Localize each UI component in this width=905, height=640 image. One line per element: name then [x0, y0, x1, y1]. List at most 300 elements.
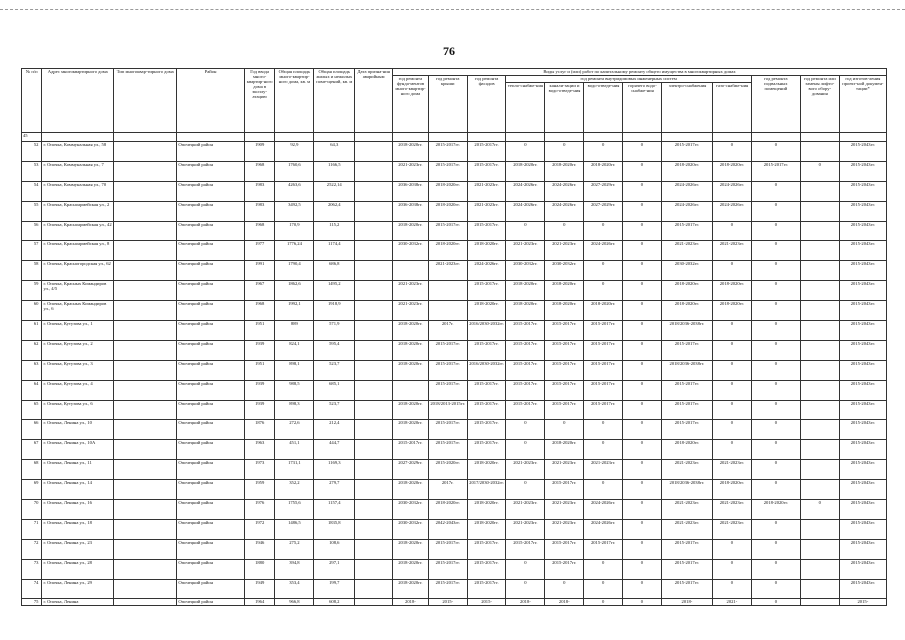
cell-address: г. Опочка, Кутузова ул., 3 — [42, 360, 114, 380]
cell-elevator — [800, 201, 839, 221]
cell-no: 63 — [22, 360, 42, 380]
cell-total-area: 898,1 — [275, 360, 314, 380]
cell-roof: 2042-2043гг. — [428, 519, 467, 539]
cell-no: 74 — [22, 579, 42, 599]
cell-electric: 2018/2036-2038гг. — [661, 480, 712, 500]
cell-basement: 0 — [751, 440, 800, 460]
cell-roof: 2015-2017гг. — [428, 420, 467, 440]
cell-facade: 2015-2017гг. — [467, 340, 506, 360]
cell-year: 1951 — [244, 321, 275, 341]
cell-gas: 2018-2020гг. — [712, 301, 751, 321]
cell-electric: 2018-2020гг. — [661, 440, 712, 460]
cell-roof: 2018/2013-2015гг. — [428, 400, 467, 420]
table-row — [22, 301, 887, 321]
cell-water: 0 — [584, 599, 623, 606]
cell-date-recognized — [355, 241, 393, 261]
cell-total-area: 966,8 — [275, 599, 314, 606]
table-row — [22, 559, 887, 579]
cell-hot-water: 0 — [623, 599, 662, 606]
cell-living-area: 64,3 — [314, 142, 355, 162]
cell-water: 2027-2029гг. — [584, 201, 623, 221]
cell-hot-water: 0 — [623, 480, 662, 500]
cell-water: 2021-2023гг. — [584, 460, 623, 480]
table-body — [22, 133, 887, 606]
cell-total-area: 1755,6 — [275, 500, 314, 520]
cell-foundation: 2030-2032гг. — [393, 500, 429, 520]
cell-water: 2015-2017гг. — [584, 400, 623, 420]
cell-roof: 2015-2017гг. — [428, 161, 467, 181]
cell-facade: 2021-2023гг. — [467, 181, 506, 201]
cell-heat: 2018-2020гг. — [506, 301, 545, 321]
cell-foundation: 2036-2038гг. — [393, 181, 429, 201]
cell-gas: 0 — [712, 380, 751, 400]
cell-total-area: 1760,6 — [275, 161, 314, 181]
cell-date-recognized — [355, 400, 393, 420]
cell-year: 1983 — [244, 181, 275, 201]
cell-address: г. Опочка, Ленина ул., 10А — [42, 440, 114, 460]
cell-sewer: 2024-2026гг. — [545, 181, 584, 201]
cell-no: 67 — [22, 440, 42, 460]
cell-living-area: 523,7 — [314, 400, 355, 420]
table-row — [22, 321, 887, 341]
cell-total-area: 4263,6 — [275, 181, 314, 201]
cell-district: Опочецкий район — [177, 420, 244, 440]
cell-electric: 2018-2020гг. — [661, 301, 712, 321]
cell-foundation: 2015-2017гг. — [393, 440, 429, 460]
cell-date-recognized — [355, 221, 393, 241]
cell-electric: 2015-2017гг. — [661, 221, 712, 241]
cell-date-recognized — [355, 360, 393, 380]
cell-foundation: 2018-2020гг. — [393, 142, 429, 162]
cell-heat: 2015-2017гг. — [506, 380, 545, 400]
cell-district: Опочецкий район — [177, 321, 244, 341]
cell-sewer: 2015-2017гг. — [545, 400, 584, 420]
cell-sewer: 0 — [545, 221, 584, 241]
cell-district: Опочецкий район — [177, 539, 244, 559]
cell-year: 1963 — [244, 440, 275, 460]
cell-address: г. Опочка, Кутузова ул., 1 — [42, 321, 114, 341]
cell-foundation — [393, 261, 429, 281]
table-row — [22, 340, 887, 360]
cell-heat: 2018- — [506, 599, 545, 606]
col-sewer: канали-зации и водо-отведе-ния — [545, 83, 584, 132]
cell-sewer: 0 — [545, 579, 584, 599]
cell-foundation: 2021-2023гг. — [393, 301, 429, 321]
cell-year: 1968 — [244, 161, 275, 181]
cell-living-area: 1174,4 — [314, 241, 355, 261]
cell-elevator — [800, 281, 839, 301]
cell-roof: 2015-2017гг. — [428, 340, 467, 360]
cell-roof: 2017г. — [428, 321, 467, 341]
cell-facade: 2015-2017гг. — [467, 400, 506, 420]
cell-heat: 2024-2026гг. — [506, 201, 545, 221]
cell-no: 65 — [22, 400, 42, 420]
cell-house-type — [113, 161, 176, 181]
cell-total-area: 824,1 — [275, 340, 314, 360]
cell-living-area: 2062,4 — [314, 201, 355, 221]
table-row — [22, 480, 887, 500]
cell-house-type — [113, 221, 176, 241]
cell-sewer: 2021-2023гг. — [545, 519, 584, 539]
cell-project-docs: 2015-2043гг. — [839, 221, 886, 241]
cell-district: Опочецкий район — [177, 380, 244, 400]
cell-basement: 0 — [751, 360, 800, 380]
cell-project-docs: 2015-2043гг. — [839, 301, 886, 321]
cell-no: 70 — [22, 500, 42, 520]
cell-house-type — [113, 360, 176, 380]
cell-foundation: 2018-2020гг. — [393, 400, 429, 420]
cell-electric: 2015-2017гг. — [661, 559, 712, 579]
cell-year: 1909 — [244, 142, 275, 162]
cell-water: 0 — [584, 420, 623, 440]
cell-living-area: 686,8 — [314, 261, 355, 281]
cell-year: 1973 — [244, 460, 275, 480]
cell-hot-water: 0 — [623, 221, 662, 241]
cell-no: 53 — [22, 161, 42, 181]
cell-basement: 0 — [751, 400, 800, 420]
cell-project-docs: 2015-2043гг. — [839, 142, 886, 162]
cell-heat: 2021-2023гг. — [506, 241, 545, 261]
cell-foundation: 2018-2020гг. — [393, 321, 429, 341]
cell-total-area: 92,9 — [275, 142, 314, 162]
cell-foundation: 2018- — [393, 599, 429, 606]
col-year: Год ввода много-квартир-ного дома в эксплу-атацию — [244, 69, 275, 133]
cell-address: г. Опочка, Ленина ул., 28 — [42, 559, 114, 579]
table-row — [22, 500, 887, 520]
cell-district: Опочецкий район — [177, 360, 244, 380]
index-cell: 45 — [22, 133, 42, 142]
cell-foundation: 2018-2020гг. — [393, 221, 429, 241]
cell-gas: 0 — [712, 559, 751, 579]
cell-no: 60 — [22, 301, 42, 321]
cell-foundation: 2018-2020гг. — [393, 539, 429, 559]
cell-year: 1959 — [244, 480, 275, 500]
cell-heat: 2015-2017гг. — [506, 400, 545, 420]
cell-electric: 2015-2017гг. — [661, 579, 712, 599]
cell-hot-water: 0 — [623, 400, 662, 420]
cell-house-type — [113, 142, 176, 162]
cell-year: 1983 — [244, 201, 275, 221]
engineering-title: год ремонта внутридомовых инженерных систем — [506, 76, 750, 83]
cell-total-area: 988,5 — [275, 380, 314, 400]
cell-heat: 0 — [506, 221, 545, 241]
cell-basement: 0 — [751, 539, 800, 559]
cell-no: 62 — [22, 340, 42, 360]
col-basement: год ремонта подвальных помещений — [751, 76, 800, 133]
cell-elevator: 0 — [800, 500, 839, 520]
table-row — [22, 221, 887, 241]
cell-roof: 2015-2017гг. — [428, 380, 467, 400]
cell-district: Опочецкий район — [177, 161, 244, 181]
cell-hot-water: 0 — [623, 460, 662, 480]
cell-water: 2018-2020гг. — [584, 161, 623, 181]
cell-electric: 2021-2023гг. — [661, 241, 712, 261]
cell-no: 66 — [22, 420, 42, 440]
cell-year: 1939 — [244, 340, 275, 360]
cell-electric: 2018/2036-2038гг. — [661, 360, 712, 380]
cell-date-recognized — [355, 201, 393, 221]
table-row — [22, 161, 887, 181]
cell-date-recognized — [355, 281, 393, 301]
cell-house-type — [113, 181, 176, 201]
cell-address: г. Опочка, Ленина ул., 16 — [42, 500, 114, 520]
cell-house-type — [113, 460, 176, 480]
cell-address: г. Опочка, Кутузова ул., 6 — [42, 400, 114, 420]
cell-electric: 2018/2036-2038гг. — [661, 321, 712, 341]
cell-foundation: 2018-2020гг. — [393, 559, 429, 579]
cell-district: Опочецкий район — [177, 460, 244, 480]
col-house-type: Тип многоквар-тирного дома — [113, 69, 176, 133]
cell-living-area: 1495,2 — [314, 281, 355, 301]
cell-project-docs: 2015-2043гг. — [839, 161, 886, 181]
cell-project-docs: 2015-2043гг. — [839, 181, 886, 201]
cell-project-docs: 2015-2043гг. — [839, 539, 886, 559]
cell-basement: 0 — [751, 221, 800, 241]
cell-district: Опочецкий район — [177, 559, 244, 579]
cell-roof: 2015-2020гг. — [428, 460, 467, 480]
cell-elevator — [800, 440, 839, 460]
cell-address: г. Опочка, Кутузова ул., 2 — [42, 340, 114, 360]
cell-foundation — [393, 380, 429, 400]
cell-project-docs: 2015-2043гг. — [839, 480, 886, 500]
cell-house-type — [113, 281, 176, 301]
cell-hot-water: 0 — [623, 321, 662, 341]
cell-electric: 2015-2017гг. — [661, 340, 712, 360]
cell-facade: 2018-2020гг. — [467, 241, 506, 261]
cell-elevator — [800, 181, 839, 201]
cell-roof — [428, 301, 467, 321]
cell-address: г. Опочка, Коммунальная ул., 58 — [42, 142, 114, 162]
cell-facade: 2018-2020гг. — [467, 460, 506, 480]
cell-year: 1977 — [244, 241, 275, 261]
cell-facade: 2015-2017гг. — [467, 420, 506, 440]
cell-elevator — [800, 360, 839, 380]
cell-facade: 2016/2030-2032гг. — [467, 360, 506, 380]
cell-date-recognized — [355, 460, 393, 480]
cell-no: 52 — [22, 142, 42, 162]
cell-facade: 2017/2030-2032гг. — [467, 480, 506, 500]
cell-sewer: 2021-2023гг. — [545, 500, 584, 520]
cell-no: 73 — [22, 559, 42, 579]
cell-no: 61 — [22, 321, 42, 341]
cell-elevator — [800, 321, 839, 341]
cell-date-recognized — [355, 519, 393, 539]
cell-date-recognized — [355, 599, 393, 606]
cell-living-area: 2522,14 — [314, 181, 355, 201]
cell-sewer: 2018- — [545, 599, 584, 606]
cell-electric: 2030-2032гг. — [661, 261, 712, 281]
cell-year: 1968 — [244, 221, 275, 241]
cell-basement: 0 — [751, 142, 800, 162]
cell-date-recognized — [355, 301, 393, 321]
cell-foundation: 2021-2023гг. — [393, 161, 429, 181]
cell-water: 2027-2029гг. — [584, 181, 623, 201]
cell-basement: 0 — [751, 201, 800, 221]
cell-hot-water: 0 — [623, 539, 662, 559]
col-water: водо-отведе-ния — [584, 83, 623, 132]
cell-living-area: 1157,4 — [314, 500, 355, 520]
cell-hot-water: 0 — [623, 261, 662, 281]
cell-total-area: 1776,24 — [275, 241, 314, 261]
cell-living-area: 279,7 — [314, 480, 355, 500]
cell-address: г. Опочка, Красноармейская ул., 42 — [42, 221, 114, 241]
cell-year: 1939 — [244, 400, 275, 420]
cell-facade: 2021-2023гг. — [467, 201, 506, 221]
cell-foundation: 2030-2032гг. — [393, 241, 429, 261]
table-row — [22, 440, 887, 460]
cell-heat: 2021-2023гг. — [506, 460, 545, 480]
cell-gas: 2021-2023гг. — [712, 500, 751, 520]
cell-gas: 2024-2026гг. — [712, 201, 751, 221]
cell-sewer: 2021-2023гг. — [545, 241, 584, 261]
cell-electric: 2015-2017гг. — [661, 539, 712, 559]
cell-house-type — [113, 400, 176, 420]
cell-project-docs: 2015-2043гг. — [839, 241, 886, 261]
cell-water: 2024-2026гг. — [584, 500, 623, 520]
cell-sewer: 2024-2026гг. — [545, 201, 584, 221]
cell-date-recognized — [355, 340, 393, 360]
cell-elevator — [800, 340, 839, 360]
cell-sewer: 0 — [545, 142, 584, 162]
cell-facade: 2015-2017гг. — [467, 440, 506, 460]
cell-heat: 2018-2020гг. — [506, 161, 545, 181]
cell-no: 69 — [22, 480, 42, 500]
cell-roof: 2015-2017гг. — [428, 539, 467, 559]
cell-elevator — [800, 142, 839, 162]
cell-project-docs: 2015-2043гг. — [839, 519, 886, 539]
cell-house-type — [113, 559, 176, 579]
cell-roof: 2015-2017гг. — [428, 559, 467, 579]
cell-gas: 0 — [712, 420, 751, 440]
cell-total-area: 272,6 — [275, 420, 314, 440]
cell-hot-water: 0 — [623, 559, 662, 579]
cell-house-type — [113, 301, 176, 321]
cell-year: 1972 — [244, 519, 275, 539]
cell-elevator: 0 — [800, 161, 839, 181]
cell-address: г. Опочка, Ленина — [42, 599, 114, 606]
cell-basement: 0 — [751, 380, 800, 400]
cell-water: 2015-2017гг. — [584, 360, 623, 380]
cell-no: 68 — [22, 460, 42, 480]
col-project-docs: год изготов-ления проект-ной докумен-тации* — [839, 76, 886, 133]
cell-facade: 2015-2017гг. — [467, 380, 506, 400]
cell-no: 58 — [22, 261, 42, 281]
cell-electric: 2015-2017гг. — [661, 380, 712, 400]
cell-house-type — [113, 201, 176, 221]
cell-living-area: 523,7 — [314, 360, 355, 380]
cell-electric: 2021-2023гг. — [661, 519, 712, 539]
cell-no: 57 — [22, 241, 42, 261]
cell-heat: 0 — [506, 420, 545, 440]
cell-living-area: 1166,5 — [314, 161, 355, 181]
cell-hot-water: 0 — [623, 380, 662, 400]
cell-electric: 2018-2020гг. — [661, 281, 712, 301]
cell-year: 1880 — [244, 559, 275, 579]
cell-foundation: 2018-2020гг. — [393, 360, 429, 380]
cell-project-docs: 2015- — [839, 599, 886, 606]
cell-facade: 2018-2020гг. — [467, 301, 506, 321]
capital-repair-table — [21, 68, 887, 606]
cell-date-recognized — [355, 181, 393, 201]
cell-basement: 0 — [751, 559, 800, 579]
cell-total-area: 1731,1 — [275, 460, 314, 480]
cell-hot-water: 0 — [623, 301, 662, 321]
cell-address: г. Опочка, Ленина ул., 11 — [42, 460, 114, 480]
cell-house-type — [113, 380, 176, 400]
cell-hot-water: 0 — [623, 241, 662, 261]
cell-facade: 2018-2020гг. — [467, 519, 506, 539]
cell-water: 2015-2017гг. — [584, 321, 623, 341]
cell-gas: 2024-2026гг. — [712, 181, 751, 201]
cell-date-recognized — [355, 480, 393, 500]
cell-address: г. Опочка, Красноармейская ул., 2 — [42, 201, 114, 221]
cell-basement: 0 — [751, 261, 800, 281]
cell-sewer: 2018-2020гг. — [545, 440, 584, 460]
cell-gas: 0 — [712, 340, 751, 360]
cell-heat: 2015-2017гг. — [506, 539, 545, 559]
cell-roof: 2015-2017гг. — [428, 440, 467, 460]
cell-total-area: 1790,4 — [275, 261, 314, 281]
cell-heat: 0 — [506, 559, 545, 579]
cell-basement: 0 — [751, 241, 800, 261]
cell-total-area: 889 — [275, 321, 314, 341]
cell-basement: 0 — [751, 420, 800, 440]
cell-hot-water: 0 — [623, 281, 662, 301]
cell-basement: 2015-2017гг. — [751, 161, 800, 181]
table-row — [22, 420, 887, 440]
cell-living-area: 444,7 — [314, 440, 355, 460]
cell-gas: 2018-2020гг. — [712, 161, 751, 181]
cell-year: 1967 — [244, 281, 275, 301]
col-address: Адрес многоквартирного дома — [42, 69, 114, 133]
cell-roof: 2015-2017гг. — [428, 579, 467, 599]
cell-electric: 2015-2017гг. — [661, 400, 712, 420]
col-facade: год ремонта фасадов — [467, 76, 506, 133]
cell-foundation: 2018-2020гг. — [393, 420, 429, 440]
cell-gas: 0 — [712, 360, 751, 380]
cell-living-area: 297,1 — [314, 559, 355, 579]
cell-date-recognized — [355, 559, 393, 579]
cell-year: 1939 — [244, 380, 275, 400]
cell-living-area: 571,9 — [314, 321, 355, 341]
cell-heat: 2030-2032гг. — [506, 261, 545, 281]
cell-hot-water: 0 — [623, 181, 662, 201]
cell-gas: 2021-2023гг. — [712, 241, 751, 261]
cell-house-type — [113, 519, 176, 539]
cell-heat: 2021-2023гг. — [506, 519, 545, 539]
cell-hot-water: 0 — [623, 420, 662, 440]
cell-water: 0 — [584, 579, 623, 599]
cell-facade: 2016/2030-2032гг. — [467, 321, 506, 341]
cell-sewer: 2030-2032гг. — [545, 261, 584, 281]
cell-water: 0 — [584, 142, 623, 162]
cell-total-area: 353,4 — [275, 579, 314, 599]
cell-foundation: 2036-2038гг. — [393, 201, 429, 221]
table-row — [22, 201, 887, 221]
cell-gas: 2021-2023гг. — [712, 460, 751, 480]
cell-total-area: 352,2 — [275, 480, 314, 500]
cell-total-area: 1862,6 — [275, 281, 314, 301]
group-title: Виды услуг и (или) работ по капитальному ремонту общего имущества в многоквартирных домах — [393, 69, 887, 76]
cell-basement: 0 — [751, 480, 800, 500]
col-district: Район — [177, 69, 244, 133]
cell-year: 1946 — [244, 539, 275, 559]
cell-water: 2015-2017гг. — [584, 340, 623, 360]
cell-basement: 0 — [751, 579, 800, 599]
cell-water: 0 — [584, 440, 623, 460]
cell-gas: 0 — [712, 539, 751, 559]
cell-water: 2024-2026гг. — [584, 519, 623, 539]
